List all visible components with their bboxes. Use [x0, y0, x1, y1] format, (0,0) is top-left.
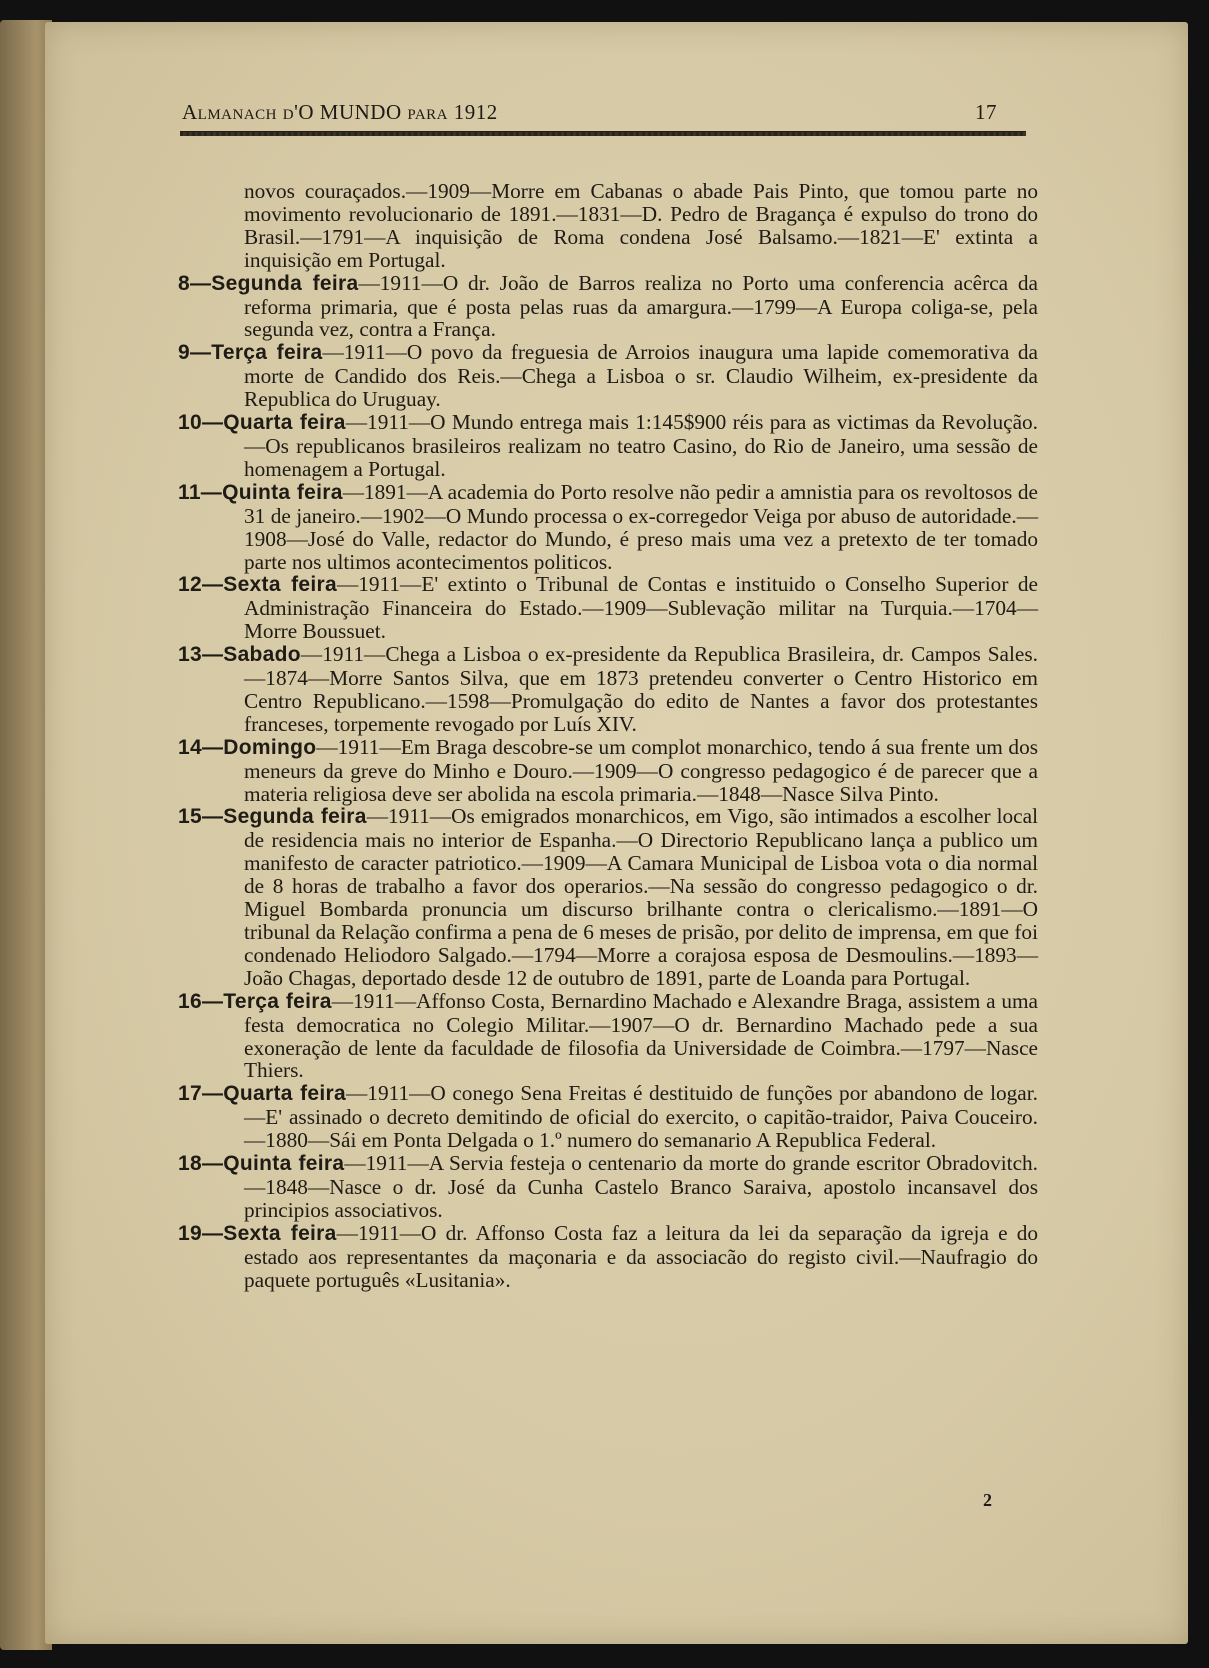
running-header [182, 100, 1027, 130]
entry-number: 16— [178, 989, 224, 1013]
entry-day-18 [178, 1152, 1038, 1222]
entry-weekday: Segunda feira [223, 805, 367, 829]
page-number: 17 [975, 100, 997, 124]
entry-weekday: Segunda feira [211, 271, 359, 295]
entry-text: —1911—O Mundo entrega mais 1:145$900 réis para as victimas da Revolução.—Os republicanos brasileiros realizam no teatro Casino, do Rio de Janeiro, uma sessão de homenagem a Portugal. [244, 410, 1038, 481]
entry-number: 12— [178, 573, 224, 597]
entry-text: —1911—E' extinto o Tribunal de Contas e instituido o Conselho Superior de Administração Financeira do Estado.—1909—Sublevação militar na Turquia.—1704—Morre Boussuet. [244, 572, 1038, 644]
almanac-text [178, 180, 1038, 1292]
entry-day-11 [178, 481, 1038, 574]
entry-number: 15— [178, 805, 224, 829]
entry-weekday: Sexta feira [223, 573, 337, 597]
entry-number: 13— [178, 643, 224, 667]
entry-text: —1911—Chega a Lisboa o ex-presidente da Republica Brasileira, dr. Campos Sales.—1874—Morre Santos Silva, que em 1873 pretendeu converter o Centro Historico em Centro Republicano.—1598—Promulgação do edito de Nantes a favor dos protestantes franceses, torpemente revogado por Luís XIV. [244, 642, 1038, 736]
entry-day-12 [178, 573, 1038, 643]
entry-weekday: Terça feira [211, 341, 323, 365]
entry-day-19 [178, 1222, 1038, 1292]
entry-text: —1911—O dr. Affonso Costa faz a leitura da lei da separação da igreja e do estado aos representantes da maçonaria e da associacão do registo civil.—Naufragio do paquete português «Lusitania». [244, 1220, 1038, 1292]
entry-weekday: Quarta feira [223, 411, 346, 435]
entry-day-10 [178, 411, 1038, 481]
header-rule [180, 131, 1026, 136]
entry-number: 17— [178, 1082, 224, 1106]
entry-weekday: Terça feira [223, 989, 332, 1013]
entry-weekday: Quinta feira [222, 480, 343, 504]
entry-day-8 [178, 272, 1038, 342]
entry-number: 19— [178, 1221, 224, 1245]
entry-weekday: Sabado [223, 643, 301, 667]
entry-text: —1911—Os emigrados monarchicos, em Vigo, são intimados a escolher local de residencia mais no interior de Espanha.—O Directorio Republicano lança a publico um manifesto de caracter patriotico.—1909—A Camara Municipal de Lisboa vota o dia normal de 8 horas de trabalho a favor dos operarios.—Na sessão do congresso pedagogico o dr. Miguel Bombarda pronuncia um discurso brilhante contra o clericalismo.—1891—O tribunal da Relação confirma a pena de 6 meses de prisão, por delito de imprensa, em que foi condenado Heliodoro Salgado.—1794—Morre a corajosa esposa de Desmoulins.—1893—João Chagas, deportado desde 12 de outubro de 1891, parte de Loanda para Portugal. [244, 804, 1038, 990]
entry-day-16 [178, 990, 1038, 1083]
entry-weekday: Domingo [223, 735, 317, 759]
entry-text: —1911—O conego Sena Freitas é destituido de funções por abandono de logar.—E' assinado o decreto demitindo de oficial do exercito, o capitão-traidor, Paiva Couceiro.—1880—Sái em Ponta Delgada o 1.º numero do semanario A Republica Federal. [244, 1081, 1038, 1153]
entry-number: 18— [178, 1152, 224, 1176]
entry-number: 11— [178, 480, 223, 504]
entry-text: —1911—Em Braga descobre-se um complot monarchico, tendo á sua frente um dos meneurs da greve do Minho e Douro.—1909—O congresso pedagogico é de parecer que a materia religiosa deve ser abolida na escola primaria.—1848—Nasce Silva Pinto. [244, 734, 1038, 806]
entry-day-17 [178, 1082, 1038, 1152]
entry-weekday: Quarta feira [223, 1082, 346, 1106]
entry-text: —1911—O povo da freguesia de Arroios inaugura uma lapide comemorativa da morte de Candido dos Reis.—Chega a Lisboa o sr. Claudio Wilheim, ex-presidente da Republica do Uruguay. [244, 340, 1038, 412]
signature-mark: 2 [983, 1490, 992, 1510]
entry-text: —1911—Affonso Costa, Bernardino Machado e Alexandre Braga, assistem a uma festa democratica no Colegio Militar.—1907—O dr. Bernardino Machado pede a sua exoneração de lente da faculdade de filosofia da Universidade de Coimbra.—1797—Nasce Thiers. [244, 988, 1038, 1083]
entry-day-13 [178, 643, 1038, 736]
entry-weekday: Sexta feira [223, 1221, 337, 1245]
entry-day-15 [178, 805, 1038, 989]
entry-text: —1891—A academia do Porto resolve não pedir a amnistia para os revoltosos de 31 de janeiro.—1902—O Mundo processa o ex-corregedor Veiga por abuso de autoridade.—1908—José do Valle, redactor do Mundo, é preso mais uma vez a pretexto de ter tomado parte nos ultimos acontecimentos politicos. [244, 479, 1038, 574]
entry-day-14 [178, 736, 1038, 806]
entry-number: 10— [178, 411, 224, 435]
entry-number: 14— [178, 735, 224, 759]
entry-weekday: Quinta feira [223, 1152, 345, 1176]
continuation-paragraph: novos couraçados.—1909—Morre em Cabanas o abade Pais Pinto, que tomou parte no movimento revolucionario de 1891.—1831—D. Pedro de Bragança é expulso do trono do Brasil.—1791—A inquisição de Roma condena José Balsamo.—1821—E' extinta a inquisição em Portugal. [244, 179, 1038, 272]
entry-text: —1911—A Servia festeja o centenario da morte do grande escritor Obradovitch.—1848—Nasce o dr. José da Cunha Castelo Branco Saraiva, apostolo incansavel dos principios associativos. [244, 1151, 1038, 1222]
entry-number: 9— [178, 341, 212, 365]
running-title: Almanach d'O MUNDO para 1912 [182, 100, 498, 124]
entry-day-9 [178, 341, 1038, 411]
entry-text: —1911—O dr. João de Barros realiza no Porto uma conferencia acêrca da reforma primaria, que é posta pelas ruas da amargura.—1799—A Europa coliga-se, pela segunda vez, contra a França. [244, 270, 1038, 342]
entry-number: 8— [178, 271, 212, 295]
